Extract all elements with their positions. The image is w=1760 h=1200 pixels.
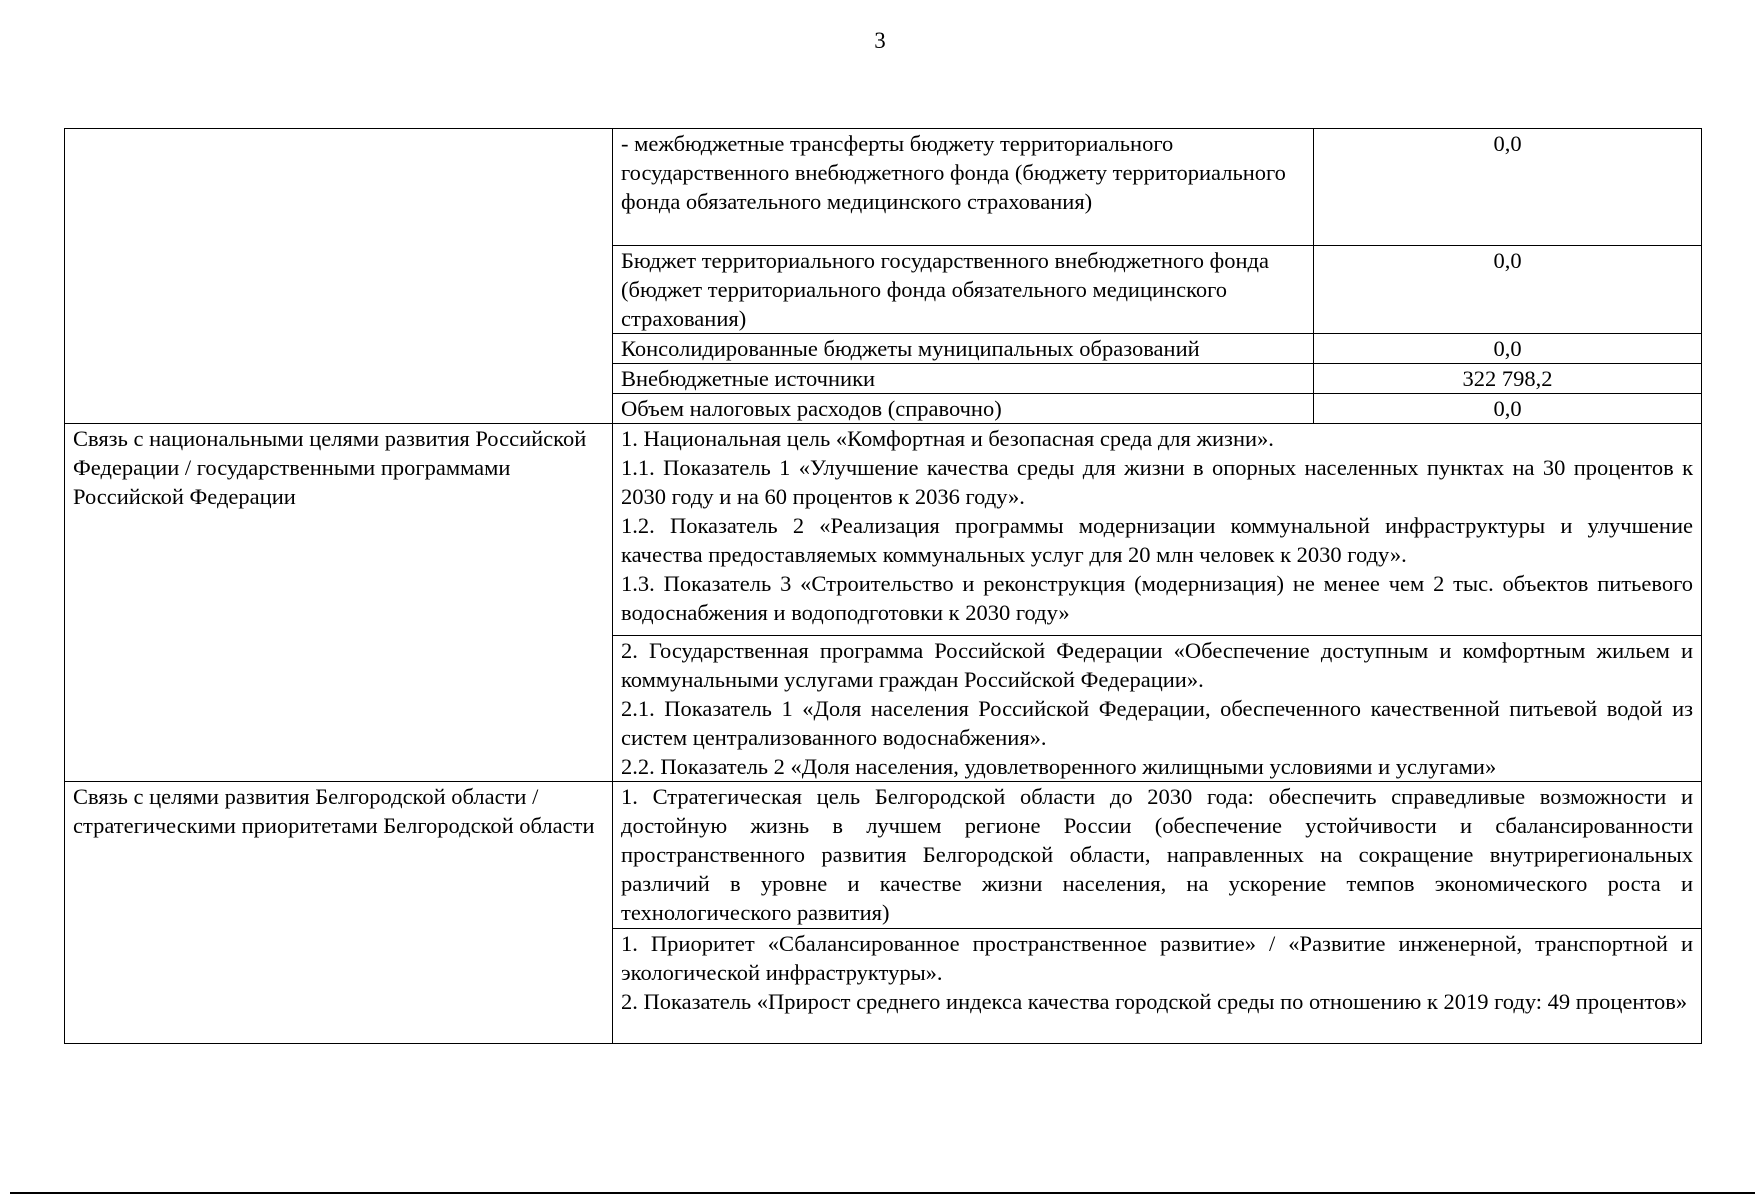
- regional-goals-label: Связь с целями развития Белгородской области / стратегическими приоритетами Белгородской области: [65, 782, 613, 1044]
- budget-source-value: 322 798,2: [1314, 364, 1702, 394]
- table-row: [65, 782, 1702, 929]
- regional-goal-line: 1. Стратегическая цель Белгородской области до 2030 года: обеспечить справедливые возможности и достойную жизнь в лучшем регионе России (обеспечение устойчивости и сбалансированности пространственного развития Белгородской области, направленных на сокращение внутрирегиональных различий в уровне и качестве жизни населения, на ускорение темпов экономического роста и технологического развития): [621, 784, 1693, 925]
- national-goal-line: 1.2. Показатель 2 «Реализация программы модернизации коммунальной инфраструктуры и улучшение качества предоставляемых коммунальных услуг для 20 млн человек к 2030 году».: [621, 513, 1693, 567]
- bottom-divider: [10, 1192, 1755, 1194]
- empty-label-cell: [65, 129, 613, 424]
- regional-priority-line: 2. Показатель «Прирост среднего индекса качества городской среды по отношению к 2019 году: 49 процентов»: [621, 989, 1688, 1014]
- state-program-line: 2.1. Показатель 1 «Доля населения Российской Федерации, обеспеченного качественной питьевой водой из систем централизованного водоснабжения».: [621, 696, 1693, 750]
- national-goal-line: 1.1. Показатель 1 «Улучшение качества среды для жизни в опорных населенных пунктах на 30 процентов к 2030 году и на 60 процентов к 2036 году».: [621, 455, 1693, 509]
- national-goals-block: [613, 424, 1702, 636]
- budget-source-name: Консолидированные бюджеты муниципальных образований: [613, 334, 1314, 364]
- state-program-line: 2. Государственная программа Российской Федерации «Обеспечение доступным и комфортным жильем и коммунальными услугами граждан Российской Федерации».: [621, 638, 1693, 692]
- budget-source-name: Бюджет территориального государственного внебюджетного фонда (бюджет территориального фонда обязательного медицинского страхования): [613, 246, 1314, 334]
- state-program-line: 2.2. Показатель 2 «Доля населения, удовлетворенного жилищными условиями и услугами»: [621, 754, 1497, 779]
- page-number: 3: [874, 28, 886, 53]
- budget-source-name: Объем налоговых расходов (справочно): [613, 394, 1314, 424]
- regional-priority-line: 1. Приоритет «Сбалансированное пространственное развитие» / «Развитие инженерной, транспортной и экологической инфраструктуры».: [621, 931, 1693, 985]
- table-row: [65, 129, 1702, 246]
- national-goal-line: 1.3. Показатель 3 «Строительство и реконструкция (модернизация) не менее чем 2 тыс. объектов питьевого водоснабжения и водоподготовки к 2030 году»: [621, 571, 1693, 625]
- national-goals-label: Связь с национальными целями развития Российской Федерации / государственными программами Российской Федерации: [65, 424, 613, 782]
- regional-priority-block: [613, 929, 1702, 1044]
- table-row: [65, 424, 1702, 636]
- budget-source-name: Внебюджетные источники: [613, 364, 1314, 394]
- budget-source-value: 0,0: [1314, 246, 1702, 334]
- budget-source-value: 0,0: [1314, 334, 1702, 364]
- budget-source-value: 0,0: [1314, 394, 1702, 424]
- budget-source-value: 0,0: [1314, 129, 1702, 246]
- budget-source-name: - межбюджетные трансферты бюджету территориального государственного внебюджетного фонда (бюджету территориального фонда обязательного медицинского страхования): [613, 129, 1314, 246]
- national-goal-line: 1. Национальная цель «Комфортная и безопасная среда для жизни».: [621, 426, 1274, 451]
- passport-table: [64, 128, 1702, 1044]
- regional-goal-block: [613, 782, 1702, 929]
- state-program-block: [613, 636, 1702, 782]
